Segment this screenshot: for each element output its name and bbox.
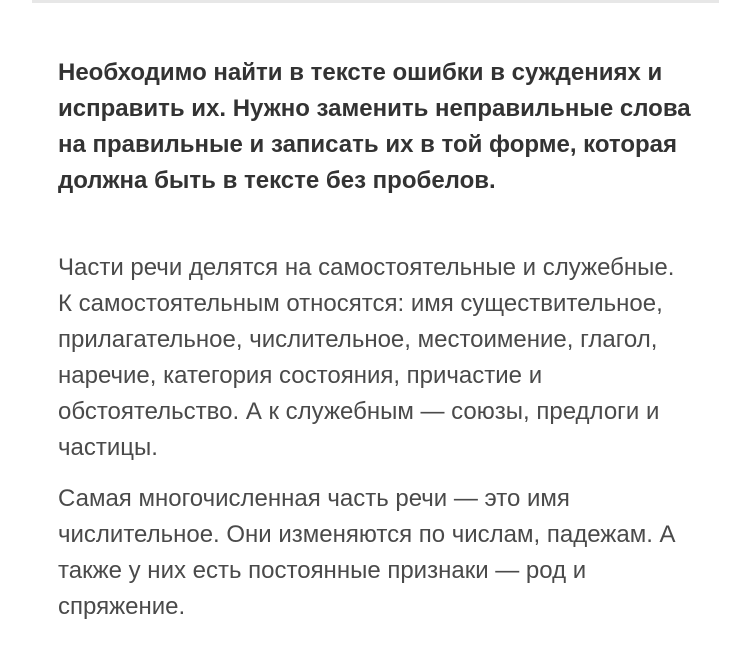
text-paragraph-2: Самая многочисленная часть речи — это имя числительное. Они изменяются по числам, падежам. А также у них есть постоянные признаки — род и спряжение. <box>58 485 676 620</box>
text-paragraph-1: Части речи делятся на самостоятельные и служебные. К самостоятельным относятся: имя существительное, прилагательное, числительное, местоимение, глагол, наречие, категория состояния, причастие и обстоятельство. А к служебным — союзы, предлоги и частицы. <box>58 254 675 461</box>
content-card <box>32 0 719 658</box>
task-instruction: Необходимо найти в тексте ошибки в суждениях и исправить их. Нужно заменить неправильные слова на правильные и записать их в той форме, которая должна быть в тексте без пробелов. <box>58 59 691 194</box>
